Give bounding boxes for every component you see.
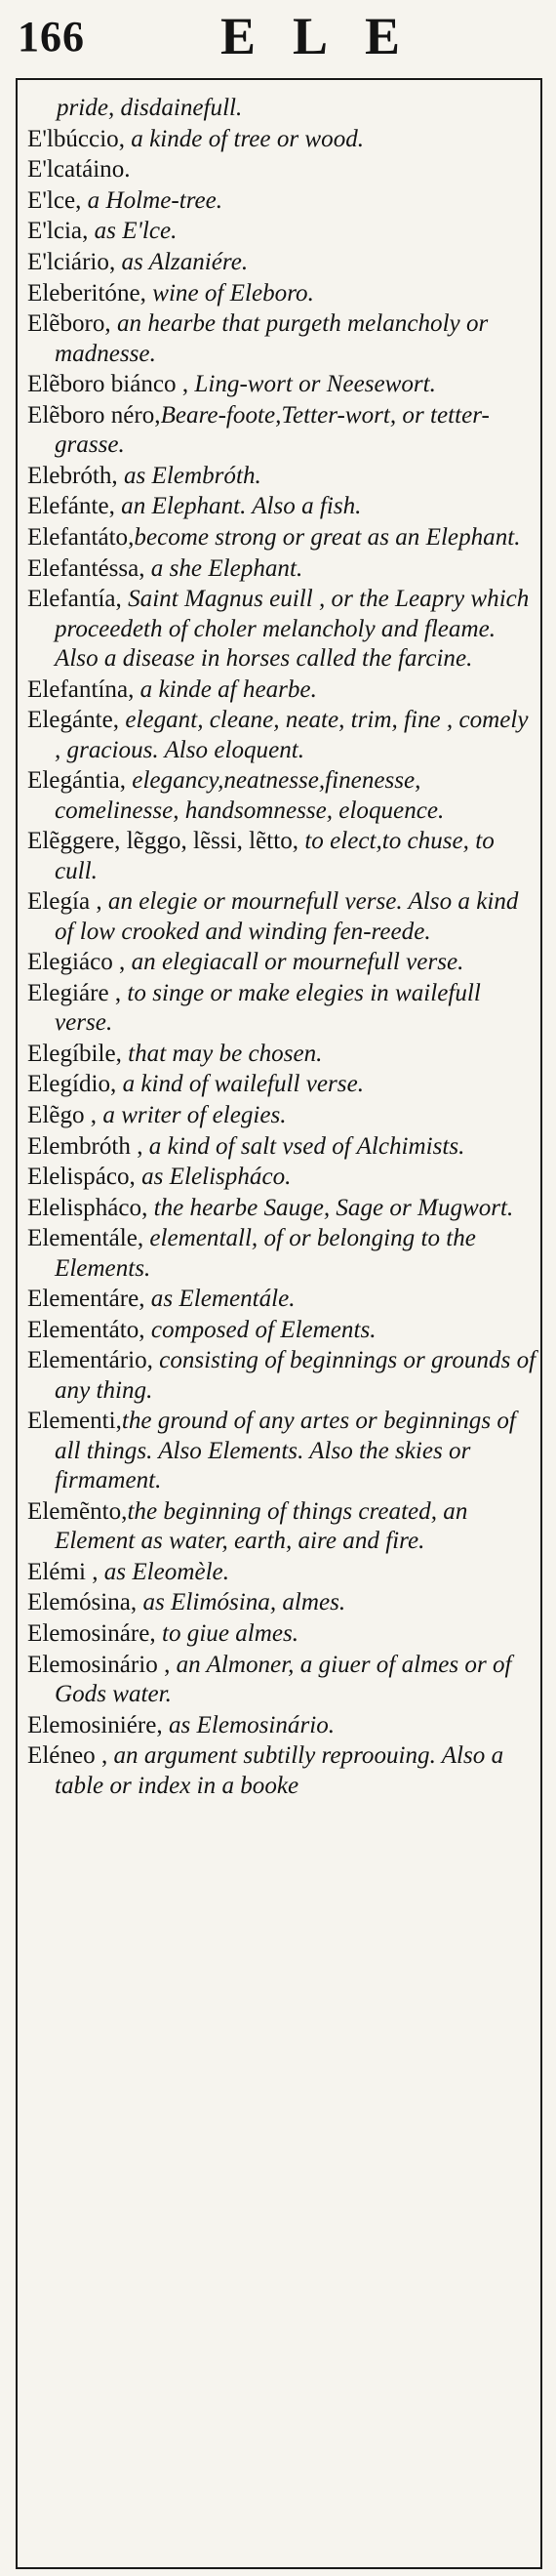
entry (27, 1040, 536, 1069)
entry-headword: Elementi, (27, 1408, 122, 1435)
entry-headword: Elemósina, (27, 1589, 138, 1616)
entry (27, 1407, 536, 1495)
entry-definition: an elegiacall or mournefull verse. (125, 949, 464, 976)
entry-definition: consisting of beginnings or grounds of any thing. (55, 1347, 536, 1404)
entry (27, 1316, 536, 1345)
entry (27, 1224, 536, 1284)
entry-definition: elegancy,neatnesse,finenesse, comelinesse, handsomnesse, eloquence. (55, 767, 445, 824)
entry-headword: E'lbúccio, (27, 125, 125, 152)
entry (27, 1558, 536, 1587)
entry-headword: Elementále, (27, 1225, 144, 1252)
entry-definition: as Eleomèle. (98, 1558, 229, 1585)
entry (27, 706, 536, 765)
entry-headword: Elẽggere, lẽggo, lẽssi, lẽtto, (27, 828, 299, 855)
entry-definition: that may be chosen. (121, 1040, 323, 1067)
entry-definition: a she Elephant. (144, 554, 303, 582)
entry-headword: Elegiáre , (27, 979, 122, 1006)
entry-definition: a kinde of tree or wood. (124, 125, 365, 152)
entry (27, 827, 536, 886)
entry-continuation (27, 94, 536, 123)
entry (27, 1651, 536, 1710)
entry (27, 523, 536, 552)
entry-headword: Elẽboro, (27, 310, 111, 338)
entry-definition: the hearbe Sauge, Sage or Mugwort. (147, 1194, 514, 1221)
entry-headword: Elefantáto, (27, 523, 135, 551)
entry (27, 1741, 536, 1801)
entry-definition: as Alzaniére. (115, 248, 249, 275)
entry (27, 766, 536, 826)
entry (27, 1101, 536, 1130)
entry-definition: to singe or make elegies in wailefull verse. (55, 979, 481, 1037)
entry-definition: wine of Eleboro. (145, 279, 314, 307)
column-border-bottom (16, 2567, 542, 2569)
entry (27, 1711, 536, 1740)
entry-headword: E'lcia, (27, 218, 89, 245)
header-rule (16, 78, 542, 80)
entry-definition: the ground of any artes or beginnings of all things. Also Elements. Also the skies or firmament. (55, 1408, 516, 1494)
entry-definition: Ling-wort or Neesewort. (188, 371, 436, 398)
entry (27, 554, 536, 584)
entry-definition: an Almoner, a giuer of almes or of Gods water. (55, 1651, 512, 1708)
entry-headword: Elelispáco, (27, 1164, 136, 1191)
entry-definition: to elect,to chuse, to cull. (55, 828, 495, 884)
entry-headword: Elemosináre, (27, 1620, 156, 1648)
entry (27, 948, 536, 977)
column-border-right (540, 78, 542, 2569)
entry (27, 125, 536, 154)
entry-headword: Elefantía, (27, 586, 122, 613)
entry-list (27, 94, 536, 1802)
entry (27, 887, 536, 947)
entry-headword: E'lce, (27, 186, 82, 214)
entry-headword: Elegánte, (27, 707, 120, 734)
entry-headword: Elẽboro néro, (27, 401, 161, 429)
entry (27, 1163, 536, 1192)
entry-definition: the beginning of things created, an Element as water, earth, aire and fire. (55, 1497, 468, 1555)
entry (27, 1132, 536, 1162)
entry-headword: Elemẽnto, (27, 1497, 128, 1525)
entry-headword: Elegíbile, (27, 1040, 122, 1067)
entry (27, 370, 536, 399)
entry-definition: pride, disdainefull. (57, 95, 243, 121)
entry-definition: as Elimósina, almes. (137, 1589, 346, 1616)
entry-headword: Elefantéssa, (27, 554, 145, 582)
entry-definition: an hearbe that purgeth melancholy or madnesse. (55, 310, 489, 367)
entry (27, 1588, 536, 1617)
entry-definition: a writer of elegies. (97, 1101, 287, 1128)
entry-headword: Elemosinário , (27, 1651, 171, 1678)
entry (27, 1285, 536, 1314)
entry (27, 186, 536, 216)
entry-definition: composed of Elements. (144, 1316, 377, 1343)
entry-headword: Eléneo , (27, 1742, 108, 1770)
entry (27, 279, 536, 308)
entry (27, 217, 536, 246)
entry (27, 248, 536, 277)
entry-definition: an argument subtilly reproouing. Also a table or index in a booke (55, 1742, 504, 1799)
entry-definition: a kind of salt vsed of Alchimists. (142, 1132, 465, 1160)
entry (27, 462, 536, 491)
entry (27, 979, 536, 1039)
entry-headword: Elegántia, (27, 767, 127, 795)
entry-headword: Elẽgo , (27, 1101, 98, 1128)
entry-headword: Elegídio, (27, 1071, 117, 1098)
entry-headword: Elelispháco, (27, 1194, 148, 1221)
entry-definition: Beare-foote,Tetter-wort, or tetter-grasse. (55, 401, 490, 459)
entry-headword: Elemosiniére, (27, 1711, 163, 1738)
column-border-left (16, 78, 18, 2569)
entry-headword: E'lciário, (27, 248, 116, 275)
entry-headword: Elefánte, (27, 493, 115, 520)
entry (27, 675, 536, 705)
entry-definition: an elegie or mournefull verse. Also a kind of low crooked and winding fen-reede. (55, 888, 519, 945)
entry-definition: become strong or great as an Elephant. (134, 523, 521, 551)
entry-headword: Elefantína, (27, 675, 135, 703)
page-number: 166 (18, 13, 85, 61)
entry-headword: Elementário, (27, 1347, 153, 1374)
entry (27, 1346, 536, 1406)
entry-headword: E'lcatáino. (27, 156, 131, 184)
entry-definition: a kinde af hearbe. (134, 675, 317, 703)
entry-definition: elegant, cleane, neate, trim, fine , comely , gracious. Also eloquent. (55, 707, 529, 763)
page-header (0, 0, 556, 76)
running-head: ELE (220, 7, 438, 65)
entry-definition: as E'lce. (88, 218, 178, 245)
entry-definition: as Elembróth. (117, 462, 261, 489)
entry-definition: as Elemosinário. (162, 1711, 336, 1738)
entry-headword: Eleberitóne, (27, 279, 146, 307)
entry-definition: Saint Magnus euill , or the Leapry which proceedeth of choler melancholy and fleame. Also a disease in horses called the farcine. (55, 586, 530, 672)
entry (27, 1070, 536, 1099)
entry (27, 492, 536, 521)
entry-headword: Elémi , (27, 1558, 99, 1585)
entry-headword: Elegiáco , (27, 949, 126, 976)
entry-definition: as Elelispháco. (135, 1164, 292, 1191)
entry-definition: as Elementále. (144, 1286, 296, 1313)
entry-definition: elementall, of or belonging to the Elements. (55, 1225, 476, 1282)
entry (27, 1497, 536, 1557)
entry-headword: Elebróth, (27, 462, 118, 489)
entry-headword: Elementáre, (27, 1286, 145, 1313)
entry-definition: to giue almes. (155, 1620, 299, 1648)
entry-headword: Elementáto, (27, 1316, 145, 1343)
entry-headword: Elembróth , (27, 1132, 143, 1160)
entry-headword: Elẽboro biánco , (27, 371, 189, 398)
entry (27, 401, 536, 461)
entry (27, 155, 536, 184)
entry (27, 1619, 536, 1649)
entry-definition: an Elephant. Also a fish. (114, 493, 362, 520)
entry (27, 1194, 536, 1223)
entry-definition: a Holme-tree. (81, 186, 223, 214)
entry (27, 309, 536, 369)
entry (27, 585, 536, 674)
entry-headword: Elegía , (27, 888, 102, 916)
entry-definition: a kind of wailefull verse. (116, 1071, 364, 1098)
